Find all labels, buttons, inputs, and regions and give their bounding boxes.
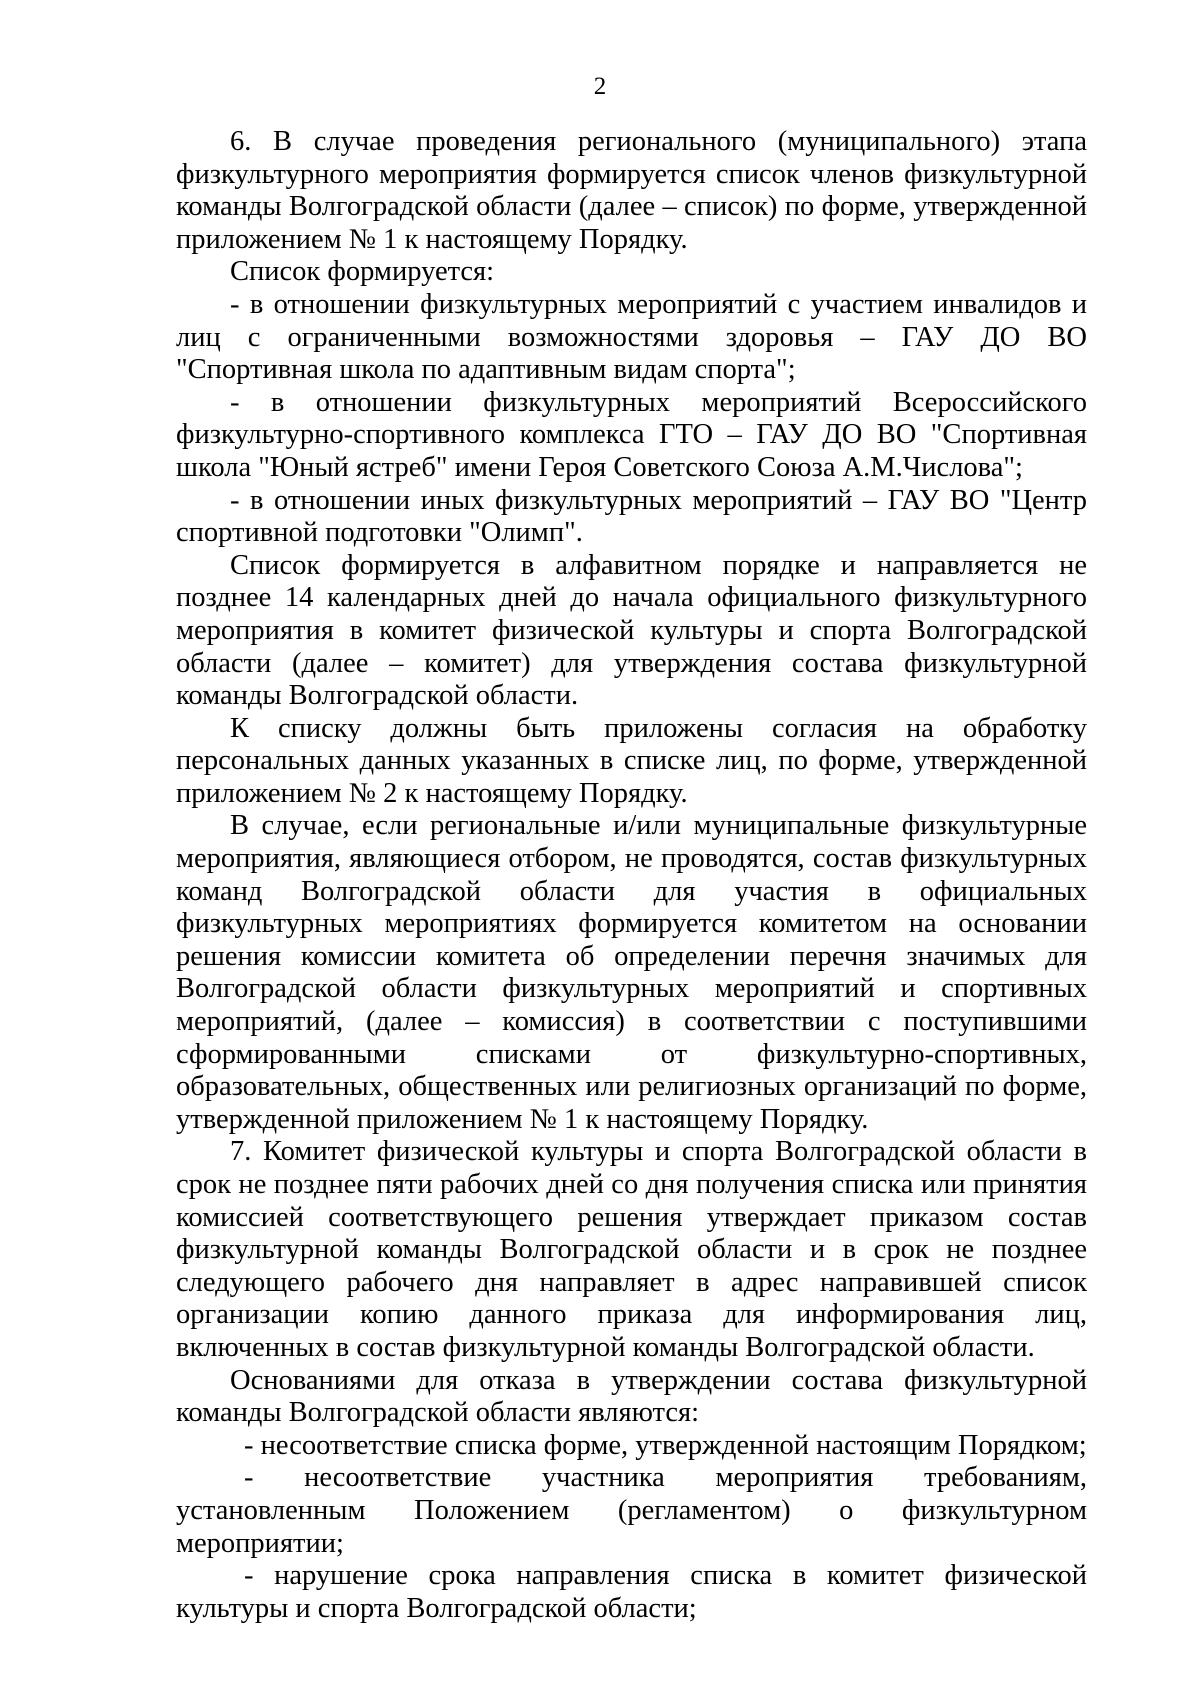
paragraph-6: 6. В случае проведения регионального (муниципального) этапа физкультурного мероприятия формируется список членов физкультурной команды Волгоградской области (далее – список) по форме, утвержденной приложением № 1 к настоящему Порядку.	[176, 126, 1087, 255]
paragraph-7: 7. Комитет физической культуры и спорта Волгоградской области в срок не позднее пяти рабочих дней со дня получения списка или принятия комиссией соответствующего решения утверждает приказом состав физкультурной команды Волгоградской области и в срок не позднее следующего рабочего дня направляет в адрес направившей список организации копию данного приказа для информирования лиц, включенных в состав физкультурной команды Волгоградской области.	[176, 1136, 1087, 1363]
list-item-other: - в отношении иных физкультурных мероприятий – ГАУ ВО "Центр спортивной подготовки "Олимп".	[176, 484, 1087, 549]
paragraph-alphabetical: Список формируется в алфавитном порядке и направляется не позднее 14 календарных дней до начала официального физкультурного мероприятия в комитет физической культуры и спорта Волгоградской области (далее – комитет) для утверждения состава физкультурной команды Волгоградской области.	[176, 549, 1087, 712]
list-item-gto: - в отношении физкультурных мероприятий Всероссийского физкультурно-спортивного комплекса ГТО – ГАУ ДО ВО "Спортивная школа "Юный ястреб" имени Героя Советского Союза А.М.Числова";	[176, 386, 1087, 483]
page-number: 2	[593, 73, 607, 100]
refusal-item-form: - несоответствие списка форме, утвержденной настоящим Порядком;	[244, 1429, 1087, 1461]
refusal-item-participant: - несоответствие участника мероприятия требованиям, установленным Положением (регламентом) о физкультурном мероприятии;	[176, 1462, 1087, 1559]
document-body	[176, 126, 1087, 1625]
paragraph-consent: К списку должны быть приложены согласия на обработку персональных данных указанных в списке лиц, по форме, утвержденной приложением № 2 к настоящему Порядку.	[176, 712, 1087, 809]
refusal-item-deadline: - нарушение срока направления списка в комитет физической культуры и спорта Волгоградской области;	[176, 1560, 1087, 1624]
list-item-disabled: - в отношении физкультурных мероприятий с участием инвалидов и лиц с ограниченными возможностями здоровья – ГАУ ДО ВО "Спортивная школа по адаптивным видам спорта";	[176, 288, 1087, 386]
list-intro: Список формируется:	[230, 256, 495, 288]
paragraph-no-selection: В случае, если региональные и/или муниципальные физкультурные мероприятия, являющиеся отбором, не проводятся, состав физкультурных команд Волгоградской области для участия в официальных физкультурных мероприятиях формируется комитетом на основании решения комиссии комитета об определении перечня значимых для Волгоградской области физкультурных мероприятий и спортивных мероприятий, (далее – комиссия) в соответствии с поступившими сформированными списками от физкультурно-спортивных, образовательных, общественных или религиозных организаций по форме, утвержденной приложением № 1 к настоящему Порядку.	[176, 810, 1087, 1135]
refusal-intro: Основаниями для отказа в утверждении состава физкультурной команды Волгоградской области являются:	[176, 1364, 1087, 1429]
